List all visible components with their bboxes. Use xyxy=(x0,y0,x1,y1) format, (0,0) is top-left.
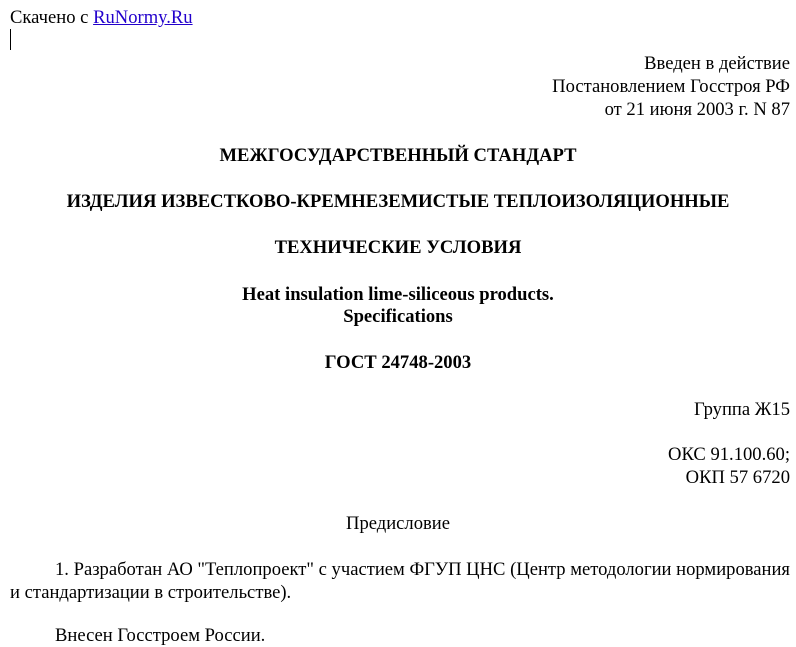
approval-line-2: Постановлением Госстроя РФ xyxy=(552,76,790,97)
approval-line-1: Введен в действие xyxy=(644,53,790,74)
english-title-line-1: Heat insulation lime-siliceous products. xyxy=(242,284,554,305)
standard-type-title: МЕЖГОСУДАРСТВЕННЫЙ СТАНДАРТ xyxy=(219,145,577,166)
gost-number: ГОСТ 24748-2003 xyxy=(324,352,472,373)
english-title-line-2: Specifications xyxy=(343,306,453,327)
text-cursor xyxy=(10,29,11,50)
preface-item-2: Внесен Госстроем России. xyxy=(55,625,266,646)
preface-heading: Предисловие xyxy=(346,513,450,534)
product-title: ИЗДЕЛИЯ ИЗВЕСТКОВО-КРЕМНЕЗЕМИСТЫЕ ТЕПЛОИЗОЛЯЦИОННЫЕ xyxy=(66,191,730,212)
preface-item-1: 1. Разработан АО "Теплопроект" с участием ФГУП ЦНС (Центр методологии нормирования и стандартизации в строительстве). xyxy=(10,559,790,603)
download-source-line xyxy=(10,6,193,29)
runormy-link[interactable]: RuNormy.Ru xyxy=(93,7,193,28)
okp-code: ОКП 57 6720 xyxy=(685,467,790,488)
approval-line-3: от 21 июня 2003 г. N 87 xyxy=(604,99,790,120)
group-code: Группа Ж15 xyxy=(694,399,790,420)
oks-code: ОКС 91.100.60; xyxy=(668,444,790,465)
technical-conditions-title: ТЕХНИЧЕСКИЕ УСЛОВИЯ xyxy=(274,237,522,258)
download-source-prefix: Скачено с xyxy=(10,7,94,28)
